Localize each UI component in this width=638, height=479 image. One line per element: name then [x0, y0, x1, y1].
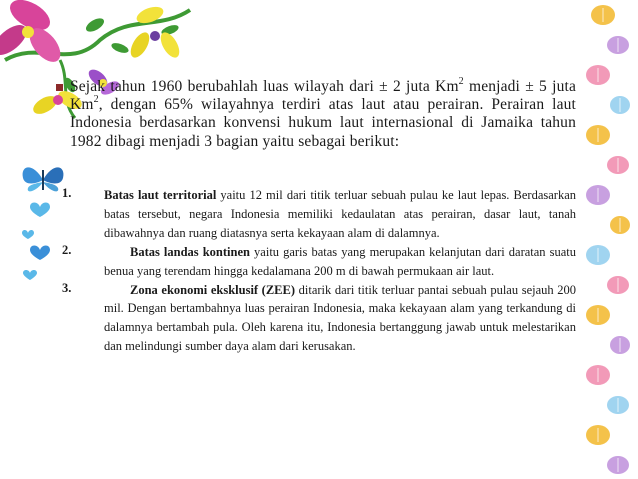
list-item-description: yaitu 12 mil dari titik terluar sebuah pulau ke laut lepas. Berdasarkan batas tersebut, negara Indonesia memiliki kedaulatan atas perairan, dasar laut, tanah dibawahnya dan ruang diatasnya serta kekayaan alam di dalamnya.: [104, 188, 576, 240]
intro-text-part-1: Sejak tahun 1960 berubahlah luas wilayah dari ± 2 juta Km: [70, 78, 459, 95]
bullet-icon: [56, 84, 63, 91]
list-item-text: [104, 281, 576, 357]
list-item-number: 1.: [62, 186, 72, 200]
list-item-number: 2.: [62, 242, 72, 257]
seashell-group: [586, 5, 630, 474]
intro-text: [70, 75, 576, 151]
seashell-border: [568, 0, 638, 479]
list-item: [62, 281, 576, 357]
list-item: [62, 186, 576, 243]
butterfly-icon: [18, 160, 68, 200]
list-item-text: [104, 243, 576, 281]
intro-paragraph: [70, 75, 576, 151]
intro-text-part-2: menjadi ± 5 juta Km: [70, 78, 576, 114]
numbered-list: [62, 186, 576, 356]
list-item-number: 3.: [62, 280, 72, 295]
list-item: [62, 243, 576, 281]
intro-text-part-3: , dengan 65% wilayahnya terdiri atas laut atau perairan. Perairan laut Indonesia berdasarkan konvensi hukum laut internasional di Jamaika tahun 1982 dibagi menjadi 3 bagian yaitu sebagai berikut:: [70, 96, 576, 150]
heart-icon: [10, 195, 70, 290]
list-item-description: yaitu garis batas yang merupakan kelanjutan dari daratan suatu benua yang terendam hingga kedalamana 200 m di bawah permukaan air laut.: [104, 244, 576, 278]
list-item-term: Zona ekonomi eksklusif (ZEE): [130, 282, 296, 297]
list-item-term: Batas laut territorial: [104, 188, 217, 202]
list-item-term: Batas landas kontinen: [130, 244, 250, 259]
superscript-2b: 2: [93, 94, 99, 106]
superscript-2: 2: [458, 75, 464, 87]
list-item-text: [104, 186, 576, 243]
list-item-description: ditarik dari titik terluar pantai sebuah pulau sejauh 200 mil. Dengan bertambahnya luas perairan Indonesia, maka kekayaan alam yang terkandung di dalamnya bertambah pula. Oleh karena itu, Indonesia bertanggung jawab untuk melestarikan dan melindungi sumber daya alam dari kerusakan.: [104, 282, 576, 354]
